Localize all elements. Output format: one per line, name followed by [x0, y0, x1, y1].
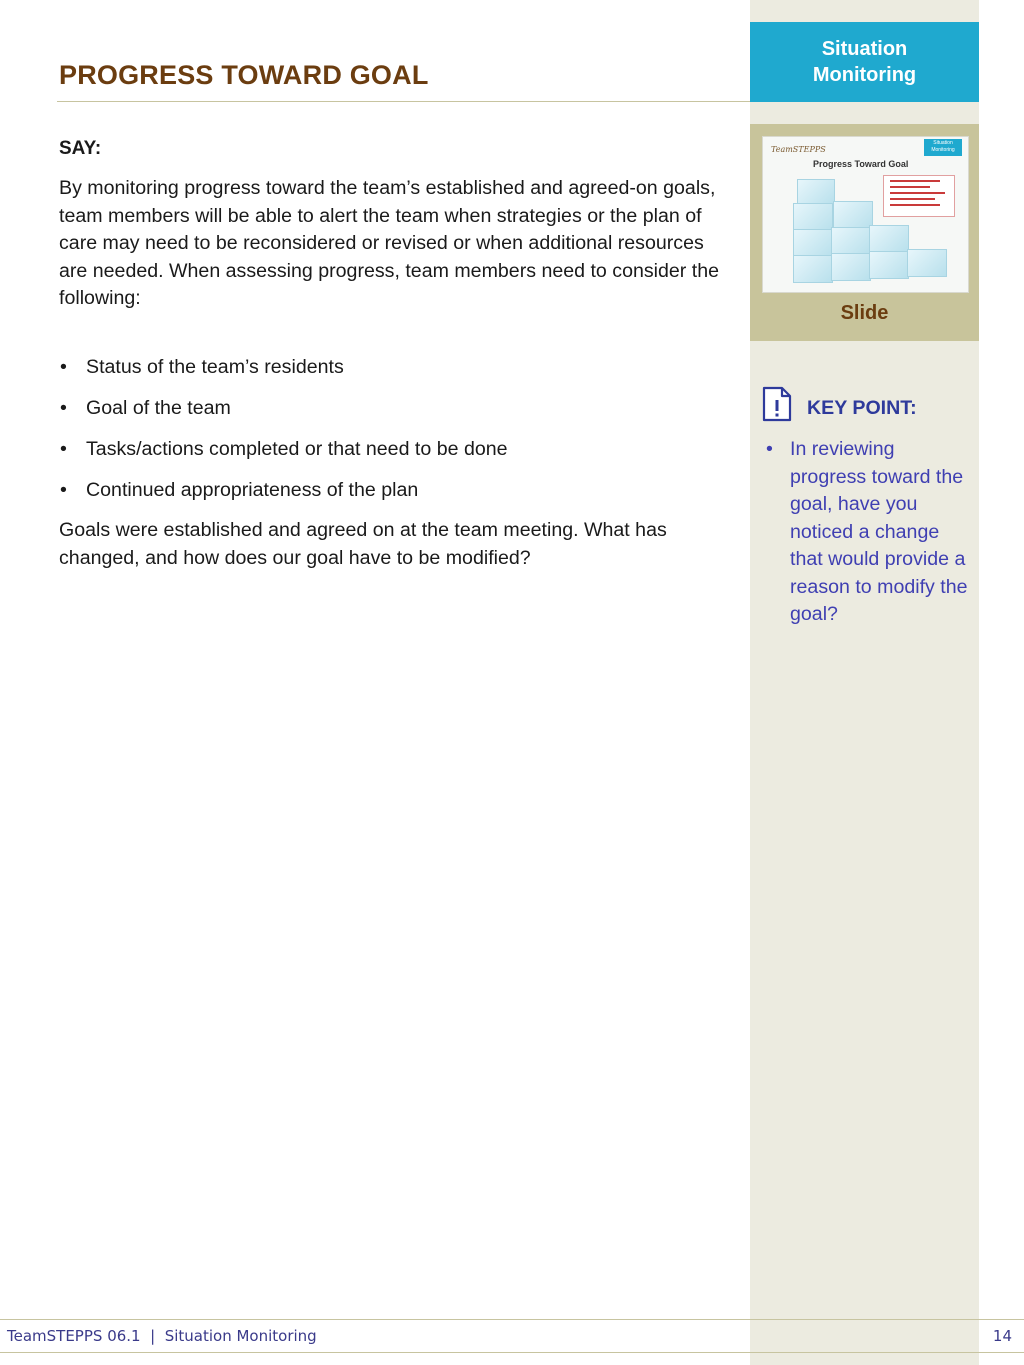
thumbnail-cube — [833, 201, 873, 229]
section-tab — [750, 22, 979, 102]
footer-divider — [0, 1352, 1024, 1353]
say-label: SAY: — [59, 138, 102, 159]
consideration-list — [59, 354, 508, 518]
thumbnail-cube — [869, 225, 909, 253]
list-item: • In reviewing progress toward the goal, have you noticed a change that would provide a reason to modify the goal? — [764, 436, 969, 629]
thumbnail-cube — [869, 251, 909, 279]
list-item: • Status of the team’s residents — [59, 354, 508, 395]
page-number: 14 — [992, 1327, 1012, 1345]
thumbnail-section-tag: Situation Monitoring — [924, 139, 962, 156]
key-point-list — [764, 436, 969, 629]
thumbnail-cube — [831, 227, 871, 255]
thumbnail-title: Progress Toward Goal — [813, 159, 909, 169]
key-point-label: KEY POINT: — [807, 397, 917, 419]
intro-paragraph: By monitoring progress toward the team’s established and agreed-on goals, team members will be able to alert the team when strategies or the plan of care may need to be reconsidered or revised or when additional resources are needed. When assessing progress, team members need to consider the following: — [59, 177, 720, 309]
closing-paragraph: Goals were established and agreed on at the team meeting. What has changed, and how does our goal have to be modified? — [59, 519, 667, 569]
footer-label: TeamSTEPPS 06.1 | Situation Monitoring — [7, 1327, 317, 1345]
slide-label: Slide — [840, 302, 889, 324]
footer-divider — [0, 1319, 1024, 1320]
page-title: PROGRESS TOWARD GOAL — [59, 60, 429, 90]
thumbnail-cube — [831, 253, 871, 281]
list-item: • Tasks/actions completed or that need to be done — [59, 436, 508, 477]
list-item: • Goal of the team — [59, 395, 508, 436]
thumbnail-cube — [793, 203, 833, 231]
thumbnail-cube — [793, 255, 833, 283]
thumbnail-cube — [797, 179, 835, 205]
exclamation-document-icon — [761, 386, 793, 422]
thumbnail-list-box — [883, 175, 955, 217]
slide-panel — [750, 124, 979, 341]
slide-thumbnail[interactable] — [762, 136, 969, 293]
thumbnail-cube — [793, 229, 833, 257]
thumbnail-cube — [907, 249, 947, 277]
thumbnail-brand: TeamSTEPPS — [771, 145, 826, 154]
title-divider — [57, 101, 750, 102]
list-item: • Continued appropriateness of the plan — [59, 477, 508, 518]
section-tab-label: Situation Monitoring — [812, 38, 917, 86]
